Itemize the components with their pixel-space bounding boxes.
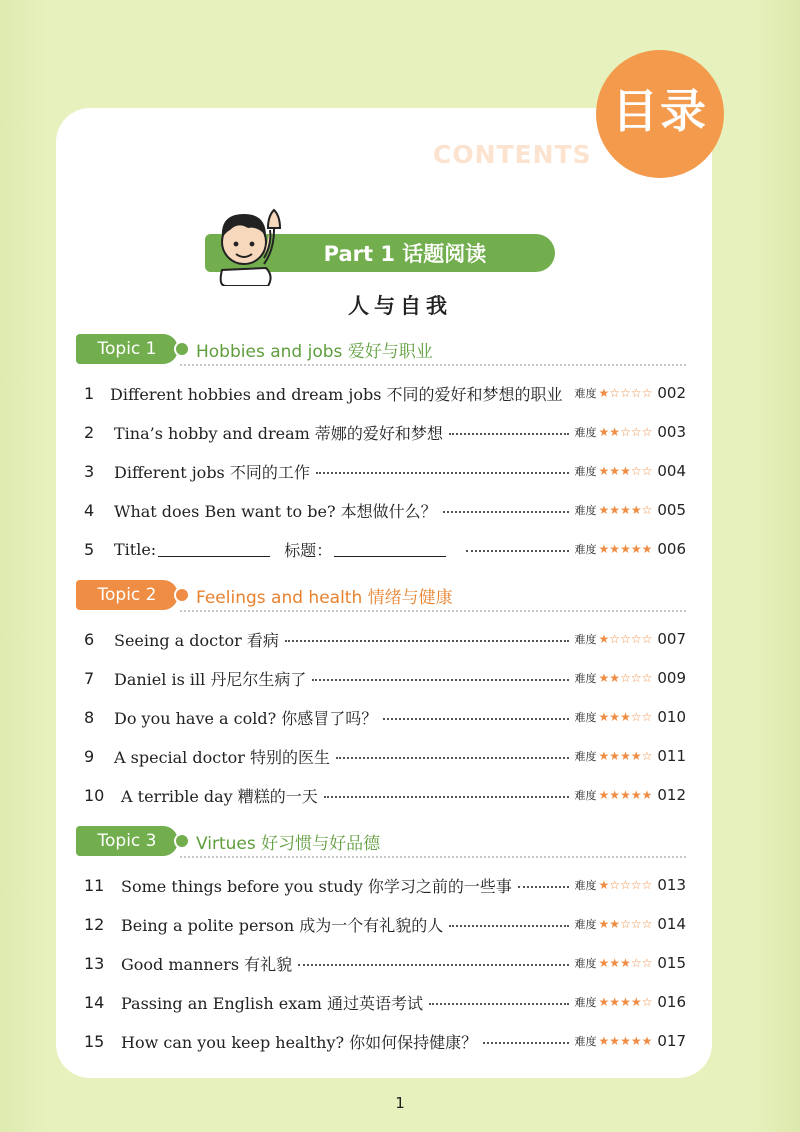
toc-entry[interactable] bbox=[84, 380, 686, 406]
star-filled-icon: ★ bbox=[620, 995, 631, 1009]
difficulty-stars bbox=[599, 995, 653, 1009]
star-empty-icon: ☆ bbox=[641, 425, 653, 439]
entry-page: 013 bbox=[657, 876, 686, 894]
star-empty-icon: ☆ bbox=[609, 386, 621, 400]
toc-entry[interactable] bbox=[84, 665, 686, 691]
star-empty-icon: ☆ bbox=[609, 878, 621, 892]
star-filled-icon: ★ bbox=[598, 386, 610, 400]
entry-number: 1 bbox=[84, 383, 95, 403]
topic-tab: Topic 1 bbox=[76, 334, 178, 364]
toc-entry[interactable] bbox=[84, 626, 686, 652]
star-filled-icon: ★ bbox=[630, 503, 642, 517]
dot-leader bbox=[316, 464, 569, 474]
entry-number: 14 bbox=[84, 992, 105, 1012]
difficulty-label: 难度 bbox=[574, 387, 597, 400]
entry-page: 006 bbox=[657, 540, 686, 558]
star-empty-icon: ☆ bbox=[641, 503, 653, 517]
star-empty-icon: ☆ bbox=[630, 632, 642, 646]
difficulty-stars bbox=[599, 425, 653, 439]
dot-leader bbox=[466, 542, 568, 552]
toc-entry[interactable] bbox=[84, 950, 686, 976]
dot-leader bbox=[429, 995, 568, 1005]
difficulty-label: 难度 bbox=[574, 789, 597, 802]
toc-entry[interactable] bbox=[84, 1028, 686, 1054]
difficulty-label: 难度 bbox=[574, 1035, 597, 1048]
entry-number: 13 bbox=[84, 953, 105, 973]
star-empty-icon: ☆ bbox=[620, 386, 631, 400]
page-number: 1 bbox=[395, 1094, 405, 1112]
topic-header bbox=[76, 580, 686, 612]
toc-entry[interactable] bbox=[84, 458, 686, 484]
difficulty-stars bbox=[599, 503, 653, 517]
entry-title: Some things before you study 你学习之前的一些事 bbox=[121, 876, 512, 896]
star-empty-icon: ☆ bbox=[620, 425, 631, 439]
star-filled-icon: ★ bbox=[609, 503, 621, 517]
star-filled-icon: ★ bbox=[630, 995, 642, 1009]
star-filled-icon: ★ bbox=[620, 542, 631, 556]
star-filled-icon: ★ bbox=[609, 995, 621, 1009]
entry-number: 2 bbox=[84, 422, 95, 442]
star-empty-icon: ☆ bbox=[641, 710, 653, 724]
toc-entry[interactable] bbox=[84, 704, 686, 730]
entry-number: 9 bbox=[84, 746, 95, 766]
entry-title: Seeing a doctor 看病 bbox=[114, 630, 279, 650]
star-filled-icon: ★ bbox=[598, 788, 610, 802]
part-label: Part 1 话题阅读 bbox=[323, 242, 487, 266]
star-empty-icon: ☆ bbox=[620, 632, 631, 646]
entry-page: 009 bbox=[657, 669, 686, 687]
dot-leader bbox=[298, 956, 568, 966]
star-filled-icon: ★ bbox=[598, 425, 610, 439]
difficulty-stars bbox=[599, 464, 653, 478]
star-empty-icon: ☆ bbox=[641, 749, 653, 763]
dot-leader bbox=[285, 632, 569, 642]
star-filled-icon: ★ bbox=[598, 671, 610, 685]
star-empty-icon: ☆ bbox=[630, 917, 642, 931]
toc-entry[interactable] bbox=[84, 911, 686, 937]
star-filled-icon: ★ bbox=[609, 956, 621, 970]
entry-title: Passing an English exam 通过英语考试 bbox=[121, 993, 424, 1013]
toc-entry[interactable] bbox=[84, 872, 686, 898]
entry-title-zh: 标题： bbox=[284, 540, 333, 560]
difficulty-label: 难度 bbox=[574, 918, 597, 931]
difficulty-stars bbox=[599, 632, 653, 646]
difficulty-label: 难度 bbox=[574, 957, 597, 970]
entry-title: What does Ben want to be? 本想做什么？ bbox=[114, 501, 437, 521]
star-empty-icon: ☆ bbox=[641, 878, 653, 892]
contents-badge bbox=[596, 50, 724, 178]
star-filled-icon: ★ bbox=[630, 749, 642, 763]
star-filled-icon: ★ bbox=[630, 788, 642, 802]
entry-title: Tina’s hobby and dream 蒂娜的爱好和梦想 bbox=[114, 423, 443, 443]
difficulty-label: 难度 bbox=[574, 879, 597, 892]
topic-tab-tip bbox=[174, 341, 190, 357]
title-blank-en[interactable] bbox=[158, 541, 270, 557]
star-filled-icon: ★ bbox=[609, 710, 621, 724]
topic-title: Feelings and health 情绪与健康 bbox=[196, 588, 453, 608]
star-filled-icon: ★ bbox=[620, 464, 631, 478]
star-filled-icon: ★ bbox=[598, 917, 610, 931]
dot-leader bbox=[324, 788, 569, 798]
toc-entry[interactable] bbox=[84, 782, 686, 808]
entry-title: Different jobs 不同的工作 bbox=[114, 462, 310, 482]
difficulty-stars bbox=[599, 386, 653, 400]
toc-entry[interactable] bbox=[84, 497, 686, 523]
difficulty-label: 难度 bbox=[574, 750, 597, 763]
entry-title: Good manners 有礼貌 bbox=[121, 954, 293, 974]
difficulty-label: 难度 bbox=[574, 504, 597, 517]
entry-number: 4 bbox=[84, 500, 95, 520]
topic-tab: Topic 2 bbox=[76, 580, 178, 610]
toc-entry[interactable] bbox=[84, 536, 686, 562]
star-filled-icon: ★ bbox=[598, 749, 610, 763]
entry-number: 11 bbox=[84, 875, 105, 895]
star-filled-icon: ★ bbox=[641, 542, 653, 556]
entry-page: 010 bbox=[657, 708, 686, 726]
star-empty-icon: ☆ bbox=[641, 632, 653, 646]
dot-leader bbox=[443, 503, 569, 513]
star-empty-icon: ☆ bbox=[620, 878, 631, 892]
star-filled-icon: ★ bbox=[598, 542, 610, 556]
star-filled-icon: ★ bbox=[641, 1034, 653, 1048]
star-filled-icon: ★ bbox=[598, 503, 610, 517]
star-filled-icon: ★ bbox=[609, 464, 621, 478]
entry-page: 014 bbox=[657, 915, 686, 933]
entry-number: 3 bbox=[84, 461, 95, 481]
entry-page: 011 bbox=[657, 747, 686, 765]
entry-title: Do you have a cold? 你感冒了吗？ bbox=[114, 708, 378, 728]
toc-entry[interactable] bbox=[84, 989, 686, 1015]
dot-leader bbox=[449, 917, 568, 927]
entry-page: 003 bbox=[657, 423, 686, 441]
star-filled-icon: ★ bbox=[598, 995, 610, 1009]
star-empty-icon: ☆ bbox=[620, 917, 631, 931]
star-filled-icon: ★ bbox=[620, 749, 631, 763]
entry-page: 017 bbox=[657, 1032, 686, 1050]
star-filled-icon: ★ bbox=[598, 710, 610, 724]
star-empty-icon: ☆ bbox=[641, 464, 653, 478]
contents-badge-label: 目录 bbox=[612, 84, 708, 138]
star-filled-icon: ★ bbox=[609, 917, 621, 931]
entry-title: Daniel is ill 丹尼尔生病了 bbox=[114, 669, 307, 689]
dot-leader bbox=[518, 878, 569, 888]
star-filled-icon: ★ bbox=[620, 710, 631, 724]
entry-title: How can you keep healthy? 你如何保持健康？ bbox=[121, 1032, 478, 1052]
entry-number: 6 bbox=[84, 629, 95, 649]
difficulty-stars bbox=[599, 1034, 653, 1048]
difficulty-stars bbox=[599, 878, 653, 892]
topic-tab-tip bbox=[174, 833, 190, 849]
difficulty-label: 难度 bbox=[574, 711, 597, 724]
difficulty-stars bbox=[599, 710, 653, 724]
entry-page: 002 bbox=[657, 384, 686, 402]
topic-header bbox=[76, 826, 686, 858]
difficulty-stars bbox=[599, 542, 653, 556]
entry-page: 016 bbox=[657, 993, 686, 1011]
boy-pointing-illustration bbox=[208, 200, 292, 286]
difficulty-stars bbox=[599, 671, 653, 685]
star-empty-icon: ☆ bbox=[630, 464, 642, 478]
star-empty-icon: ☆ bbox=[630, 425, 642, 439]
toc-entry[interactable] bbox=[84, 743, 686, 769]
star-filled-icon: ★ bbox=[630, 1034, 642, 1048]
difficulty-stars bbox=[599, 749, 653, 763]
difficulty-stars bbox=[599, 788, 653, 802]
entry-page: 005 bbox=[657, 501, 686, 519]
topic-divider bbox=[180, 364, 686, 366]
entry-page: 007 bbox=[657, 630, 686, 648]
difficulty-stars bbox=[599, 956, 653, 970]
star-empty-icon: ☆ bbox=[609, 632, 621, 646]
star-empty-icon: ☆ bbox=[630, 878, 642, 892]
entry-page: 012 bbox=[657, 786, 686, 804]
star-filled-icon: ★ bbox=[609, 542, 621, 556]
entry-number: 7 bbox=[84, 668, 95, 688]
star-filled-icon: ★ bbox=[598, 632, 610, 646]
dot-leader bbox=[336, 749, 569, 759]
topic-divider bbox=[180, 610, 686, 612]
topic-tab: Topic 3 bbox=[76, 826, 178, 856]
title-blank-zh[interactable] bbox=[334, 541, 446, 557]
difficulty-label: 难度 bbox=[574, 465, 597, 478]
toc-entry[interactable] bbox=[84, 419, 686, 445]
difficulty-stars bbox=[599, 917, 653, 931]
star-empty-icon: ☆ bbox=[641, 386, 653, 400]
entry-title: A special doctor 特别的医生 bbox=[114, 747, 331, 767]
star-empty-icon: ☆ bbox=[630, 671, 642, 685]
star-filled-icon: ★ bbox=[609, 788, 621, 802]
star-filled-icon: ★ bbox=[630, 542, 642, 556]
entry-title: Being a polite person 成为一个有礼貌的人 bbox=[121, 915, 444, 935]
topic-header bbox=[76, 334, 686, 366]
difficulty-label: 难度 bbox=[574, 672, 597, 685]
contents-watermark: CONTENTS bbox=[433, 140, 592, 169]
star-filled-icon: ★ bbox=[609, 749, 621, 763]
difficulty-label: 难度 bbox=[574, 543, 597, 556]
entry-number: 12 bbox=[84, 914, 105, 934]
entry-number: 15 bbox=[84, 1031, 105, 1051]
entry-title-en: Title: bbox=[114, 539, 157, 559]
difficulty-label: 难度 bbox=[574, 633, 597, 646]
star-filled-icon: ★ bbox=[598, 878, 610, 892]
entry-number: 10 bbox=[84, 785, 105, 805]
entry-title: Different hobbies and dream jobs 不同的爱好和梦想的职业 bbox=[110, 384, 563, 404]
difficulty-label: 难度 bbox=[574, 426, 597, 439]
topic-divider bbox=[180, 856, 686, 858]
entry-page: 004 bbox=[657, 462, 686, 480]
entry-number: 8 bbox=[84, 707, 95, 727]
star-filled-icon: ★ bbox=[598, 956, 610, 970]
topic-title: Virtues 好习惯与好品德 bbox=[196, 834, 381, 854]
dot-leader bbox=[483, 1034, 568, 1044]
star-filled-icon: ★ bbox=[609, 1034, 621, 1048]
star-empty-icon: ☆ bbox=[620, 671, 631, 685]
dot-leader bbox=[449, 425, 569, 435]
star-empty-icon: ☆ bbox=[630, 710, 642, 724]
star-empty-icon: ☆ bbox=[641, 995, 653, 1009]
section-title: 人与自我 bbox=[348, 294, 452, 318]
topic-tab-tip bbox=[174, 587, 190, 603]
star-empty-icon: ☆ bbox=[630, 386, 642, 400]
star-filled-icon: ★ bbox=[609, 671, 621, 685]
topic-title: Hobbies and jobs 爱好与职业 bbox=[196, 342, 433, 362]
star-filled-icon: ★ bbox=[641, 788, 653, 802]
star-filled-icon: ★ bbox=[620, 1034, 631, 1048]
star-filled-icon: ★ bbox=[620, 956, 631, 970]
star-empty-icon: ☆ bbox=[641, 917, 653, 931]
entry-page: 015 bbox=[657, 954, 686, 972]
dot-leader bbox=[383, 710, 568, 720]
entry-number: 5 bbox=[84, 539, 95, 559]
star-filled-icon: ★ bbox=[620, 503, 631, 517]
difficulty-label: 难度 bbox=[574, 996, 597, 1009]
star-filled-icon: ★ bbox=[598, 1034, 610, 1048]
star-empty-icon: ☆ bbox=[641, 956, 653, 970]
star-empty-icon: ☆ bbox=[630, 956, 642, 970]
entry-title: A terrible day 糟糕的一天 bbox=[121, 786, 318, 806]
star-filled-icon: ★ bbox=[620, 788, 631, 802]
star-empty-icon: ☆ bbox=[641, 671, 653, 685]
star-filled-icon: ★ bbox=[598, 464, 610, 478]
dot-leader bbox=[312, 671, 568, 681]
star-filled-icon: ★ bbox=[609, 425, 621, 439]
